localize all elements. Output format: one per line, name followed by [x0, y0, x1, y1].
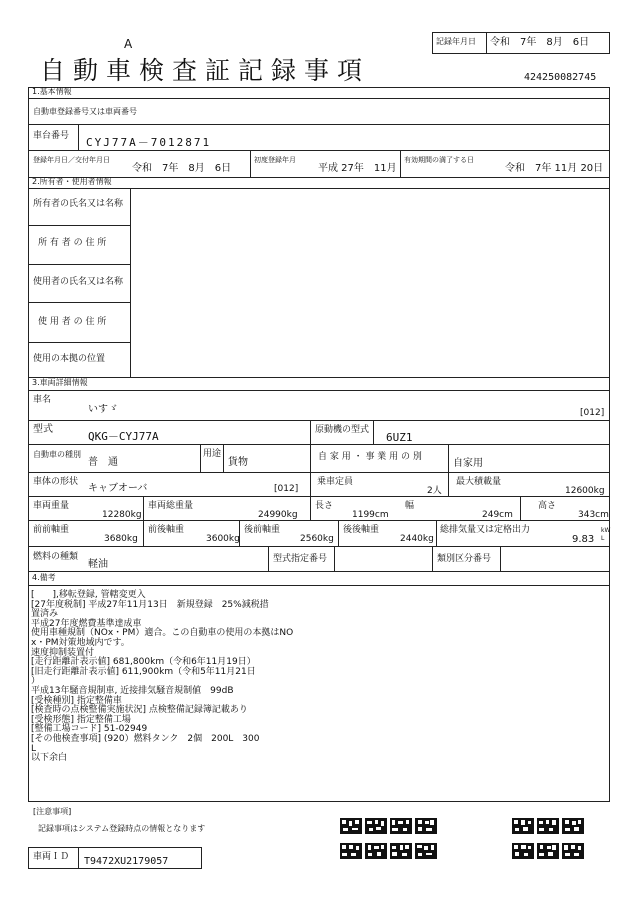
rear-rear-axle-label: 後後軸重 — [343, 525, 380, 535]
engine-model-label: 原動機の型式 — [315, 425, 370, 435]
width-value: 249cm — [482, 510, 513, 520]
model-label: 型式 — [33, 424, 53, 435]
expiry-value: 令和 7年 11月 20日 — [505, 163, 604, 174]
capacity-label: 乗車定員 — [317, 477, 354, 487]
remark-line: 平成13年騒音規制車, 近接排気騒音規制値 99dB — [31, 685, 234, 696]
remark-line: [27年度税制] 平成27年11月13日 新規登録 25%減税措 — [31, 599, 269, 610]
length-value: 1199cm — [352, 510, 389, 520]
document-title: 自動車検査証記録事項 — [40, 56, 371, 85]
model-value: QKG－CYJ77A — [88, 430, 159, 443]
max-load-value: 12600kg — [565, 486, 605, 496]
qr-code-icon — [537, 843, 559, 859]
front-rear-axle-label: 前後軸重 — [148, 525, 185, 535]
record-date-value: 令和 7年 8月 6日 — [490, 37, 590, 48]
remark-line: L — [31, 743, 37, 754]
chassis-number-value: CYJ77A－7012871 — [86, 136, 212, 149]
qr-code-icon — [340, 843, 362, 859]
usage-label: 用途 — [203, 449, 222, 459]
owner-name-label: 所有者の氏名又は名称 — [33, 199, 124, 209]
header-letter: A — [124, 37, 133, 51]
rear-front-axle-value: 2560kg — [300, 534, 334, 544]
rear-rear-axle-value: 2440kg — [400, 534, 434, 544]
first-registration-value: 平成 27年 11月 — [318, 163, 397, 174]
qr-code-icon — [512, 843, 534, 859]
registration-date-value: 令和 7年 8月 6日 — [132, 163, 232, 174]
section-owner-title: 2.所有者・使用者情報 — [32, 177, 112, 186]
user-name-label: 使用者の氏名又は名称 — [33, 277, 124, 287]
remark-line: [受検種別] 指定整備車 — [31, 695, 122, 706]
notice-label: [注意事項] — [33, 807, 72, 816]
max-load-label: 最大積載量 — [456, 477, 502, 487]
length-label: 長さ — [315, 501, 334, 511]
remark-line: ） — [31, 676, 41, 687]
qr-code-icon — [512, 818, 534, 834]
qr-code-icon — [340, 818, 362, 834]
private-business-value: 自家用 — [453, 458, 483, 469]
capacity-value: 2人 — [427, 486, 442, 496]
notice-text: 記録事項はシステム登録時点の情報となります — [38, 824, 206, 833]
section-vehicle-title: 3.車両詳細情報 — [32, 378, 88, 387]
qr-code-icon — [365, 818, 387, 834]
remark-line: [旧走行距離計表示値] 611,900km（令和5年11月21日 — [31, 666, 256, 677]
section-basic-title: 1.基本情報 — [32, 87, 72, 96]
vehicle-name-value: いすゞ — [88, 404, 118, 415]
remark-line: 使用車種規制（NOx・PM）適合。この自動車の使用の本拠はNO — [31, 628, 294, 639]
displacement-label: 総排気量又は定格出力 — [440, 525, 531, 535]
height-value: 343cm — [578, 510, 609, 520]
qr-code-icon — [537, 818, 559, 834]
remark-line: [検査時の点検整備実施状況] 点検整備記録簿記載あり — [31, 705, 248, 716]
rear-front-axle-label: 後前軸重 — [244, 525, 281, 535]
fuel-type-label: 燃料の種類 — [33, 552, 79, 562]
remark-line: 以下余白 — [31, 753, 68, 764]
user-address-label: 使 用 者 の 住 所 — [38, 317, 107, 327]
displacement-unit: kW L — [601, 527, 611, 542]
private-business-label: 自 家 用 ・ 事 業 用 の 別 — [318, 452, 422, 462]
record-date-label: 記録年月日 — [436, 37, 476, 46]
body-shape-code: [012] — [274, 484, 299, 494]
vehicle-id-value: T9472XU2179057 — [84, 856, 169, 867]
vehicle-name-code: [012] — [580, 408, 605, 418]
registration-date-label: 登録年月日／交付年月日 — [33, 156, 110, 164]
body-shape-value: キャブオーバ — [88, 483, 148, 494]
remarks-list — [31, 591, 323, 764]
front-front-axle-label: 前前軸重 — [33, 525, 70, 535]
usage-value: 貨物 — [228, 457, 248, 468]
first-registration-label: 初度登録年月 — [254, 156, 296, 164]
base-location-label: 使用の本拠の位置 — [33, 354, 106, 364]
owner-address-label: 所 有 者 の 住 所 — [38, 238, 107, 248]
expiry-label: 有効期間の満了する日 — [404, 156, 474, 164]
registration-number-label: 自動車登録番号又は車両番号 — [33, 107, 137, 116]
vehicle-kind-value: 普 通 — [88, 457, 118, 468]
remark-line: [受検形態] 指定整備工場 — [31, 714, 131, 725]
front-front-axle-value: 3680kg — [104, 534, 138, 544]
remark-line: [ ],移転登録, 管轄変更入 — [31, 590, 146, 600]
engine-model-value: 6UZ1 — [386, 431, 413, 444]
remark-line: 速度抑制装置付 — [31, 647, 95, 658]
remark-line: [走行距離計表示値] 681,800km（令和6年11月19日） — [31, 657, 256, 668]
section-remarks-title: 4.備考 — [32, 573, 56, 582]
vehicle-weight-label: 車両重量 — [33, 501, 70, 511]
vehicle-weight-value: 12280kg — [102, 510, 142, 520]
width-label: 幅 — [405, 501, 415, 511]
qr-code-icon — [390, 843, 412, 859]
qr-code-icon — [390, 818, 412, 834]
remark-line: x・PM対策地域内です。 — [31, 637, 130, 648]
displacement-value: 9.83 — [572, 534, 595, 545]
remark-line: 平成27年度燃費基準達成車 — [31, 618, 142, 629]
qr-code-icon — [415, 843, 437, 859]
body-shape-label: 車体の形状 — [33, 477, 79, 487]
remark-line: [その他検査事項] (920）燃料タンク 2個 200L 300 — [31, 733, 260, 744]
chassis-number-label: 車台番号 — [33, 131, 70, 141]
height-label: 高さ — [538, 501, 557, 511]
vehicle-id-label: 車両ＩＤ — [33, 852, 70, 862]
vehicle-kind-label: 自動車の種別 — [33, 450, 81, 459]
category-label: 類別区分番号 — [437, 554, 492, 564]
qr-code-icon — [365, 843, 387, 859]
front-rear-axle-value: 3600kg — [206, 534, 240, 544]
type-designation-label: 型式指定番号 — [273, 554, 328, 564]
gross-weight-value: 24990kg — [258, 510, 298, 520]
qr-code-icon — [562, 843, 584, 859]
qr-code-icon — [415, 818, 437, 834]
qr-code-icon — [562, 818, 584, 834]
remark-line: [整備工場コード] 51-02949 — [31, 724, 148, 735]
document-number: 424250082745 — [524, 72, 597, 83]
gross-weight-label: 車両総重量 — [148, 501, 194, 511]
remark-line: 置済み — [31, 609, 59, 620]
fuel-type-value: 軽油 — [88, 559, 108, 570]
vehicle-name-label: 車名 — [33, 395, 52, 405]
